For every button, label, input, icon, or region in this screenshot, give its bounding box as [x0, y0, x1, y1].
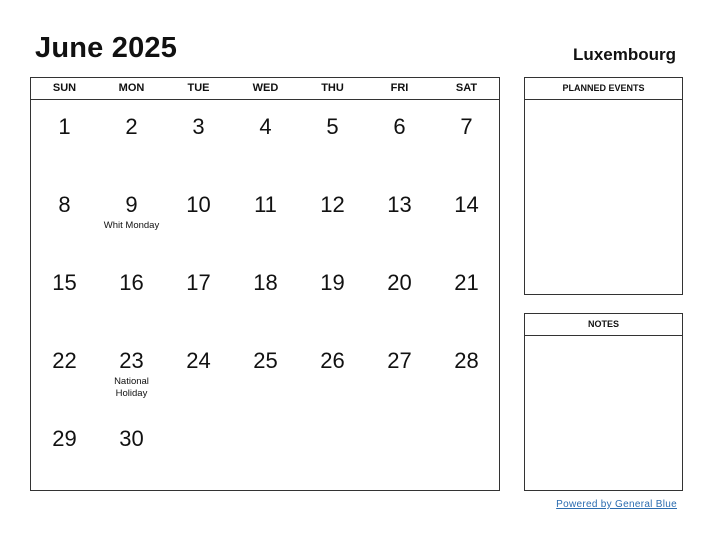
day-cell[interactable]	[31, 100, 98, 178]
day-number: 24	[186, 348, 211, 373]
day-number: 14	[454, 192, 479, 217]
powered-by-link[interactable]: Powered by General Blue	[556, 499, 677, 510]
day-cell[interactable]	[433, 100, 500, 178]
day-cell[interactable]	[98, 100, 165, 178]
day-number: 29	[52, 426, 77, 451]
day-cell[interactable]	[366, 256, 433, 334]
holiday-label: Whit Monday	[103, 220, 160, 231]
weekday-label: MON	[118, 82, 145, 94]
weekday-label: THU	[321, 82, 344, 94]
day-cell[interactable]	[165, 334, 232, 412]
weekday-label: SAT	[455, 82, 478, 94]
day-cell[interactable]	[31, 256, 98, 334]
month-title: June 2025	[35, 32, 178, 64]
day-cell[interactable]	[299, 334, 366, 412]
day-number: 28	[454, 348, 479, 373]
day-cell[interactable]	[165, 178, 232, 256]
day-number: 3	[192, 114, 205, 139]
day-number: 8	[58, 192, 71, 217]
day-number: 17	[186, 270, 211, 295]
day-number: 20	[387, 270, 412, 295]
country-name: Luxembourg	[573, 45, 676, 64]
day-cell[interactable]	[433, 178, 500, 256]
weekday-label: SUN	[52, 82, 77, 94]
day-number: 27	[387, 348, 412, 373]
day-cell[interactable]	[31, 178, 98, 256]
day-cell[interactable]	[98, 256, 165, 334]
day-number: 6	[393, 114, 406, 139]
weekday-label: WED	[252, 82, 279, 94]
weekday-header-row	[31, 78, 499, 100]
day-number: 1	[58, 114, 71, 139]
day-number: 26	[320, 348, 345, 373]
day-number: 30	[119, 426, 144, 451]
day-number: 16	[119, 270, 144, 295]
day-number: 21	[454, 270, 479, 295]
day-number: 25	[253, 348, 278, 373]
day-cell[interactable]	[98, 334, 165, 412]
day-cell[interactable]	[299, 256, 366, 334]
day-cell[interactable]	[366, 100, 433, 178]
day-cell[interactable]	[31, 334, 98, 412]
day-number: 10	[186, 192, 211, 217]
day-cell[interactable]	[433, 334, 500, 412]
day-cell[interactable]	[98, 178, 165, 256]
day-number: 18	[253, 270, 278, 295]
day-cell[interactable]	[299, 100, 366, 178]
day-number: 12	[320, 192, 345, 217]
weekday-label: TUE	[187, 82, 210, 94]
day-cell[interactable]	[98, 412, 165, 490]
day-number: 23	[119, 348, 144, 373]
day-number: 4	[259, 114, 272, 139]
day-cell[interactable]	[232, 178, 299, 256]
day-cell[interactable]	[366, 178, 433, 256]
day-cell[interactable]	[232, 256, 299, 334]
day-cell[interactable]	[31, 412, 98, 490]
day-cell[interactable]	[366, 334, 433, 412]
day-cell[interactable]	[433, 256, 500, 334]
day-cell[interactable]	[299, 178, 366, 256]
day-number: 13	[387, 192, 412, 217]
weekday-label: FRI	[390, 82, 409, 94]
day-cell[interactable]	[165, 256, 232, 334]
day-cell[interactable]	[232, 100, 299, 178]
holiday-label: National Holiday	[114, 376, 149, 399]
day-number: 5	[326, 114, 339, 139]
planned-events-title: PLANNED EVENTS	[525, 78, 682, 100]
planned-events-panel	[524, 77, 683, 295]
calendar-grid	[30, 77, 500, 491]
day-cell[interactable]	[165, 100, 232, 178]
notes-title: NOTES	[525, 314, 682, 336]
day-number: 7	[460, 114, 473, 139]
day-number: 15	[52, 270, 77, 295]
notes-panel	[524, 313, 683, 491]
day-number: 22	[52, 348, 77, 373]
day-number: 19	[320, 270, 345, 295]
day-number: 11	[254, 192, 277, 217]
day-number: 2	[125, 114, 138, 139]
day-number: 9	[125, 192, 138, 217]
day-cell[interactable]	[232, 334, 299, 412]
